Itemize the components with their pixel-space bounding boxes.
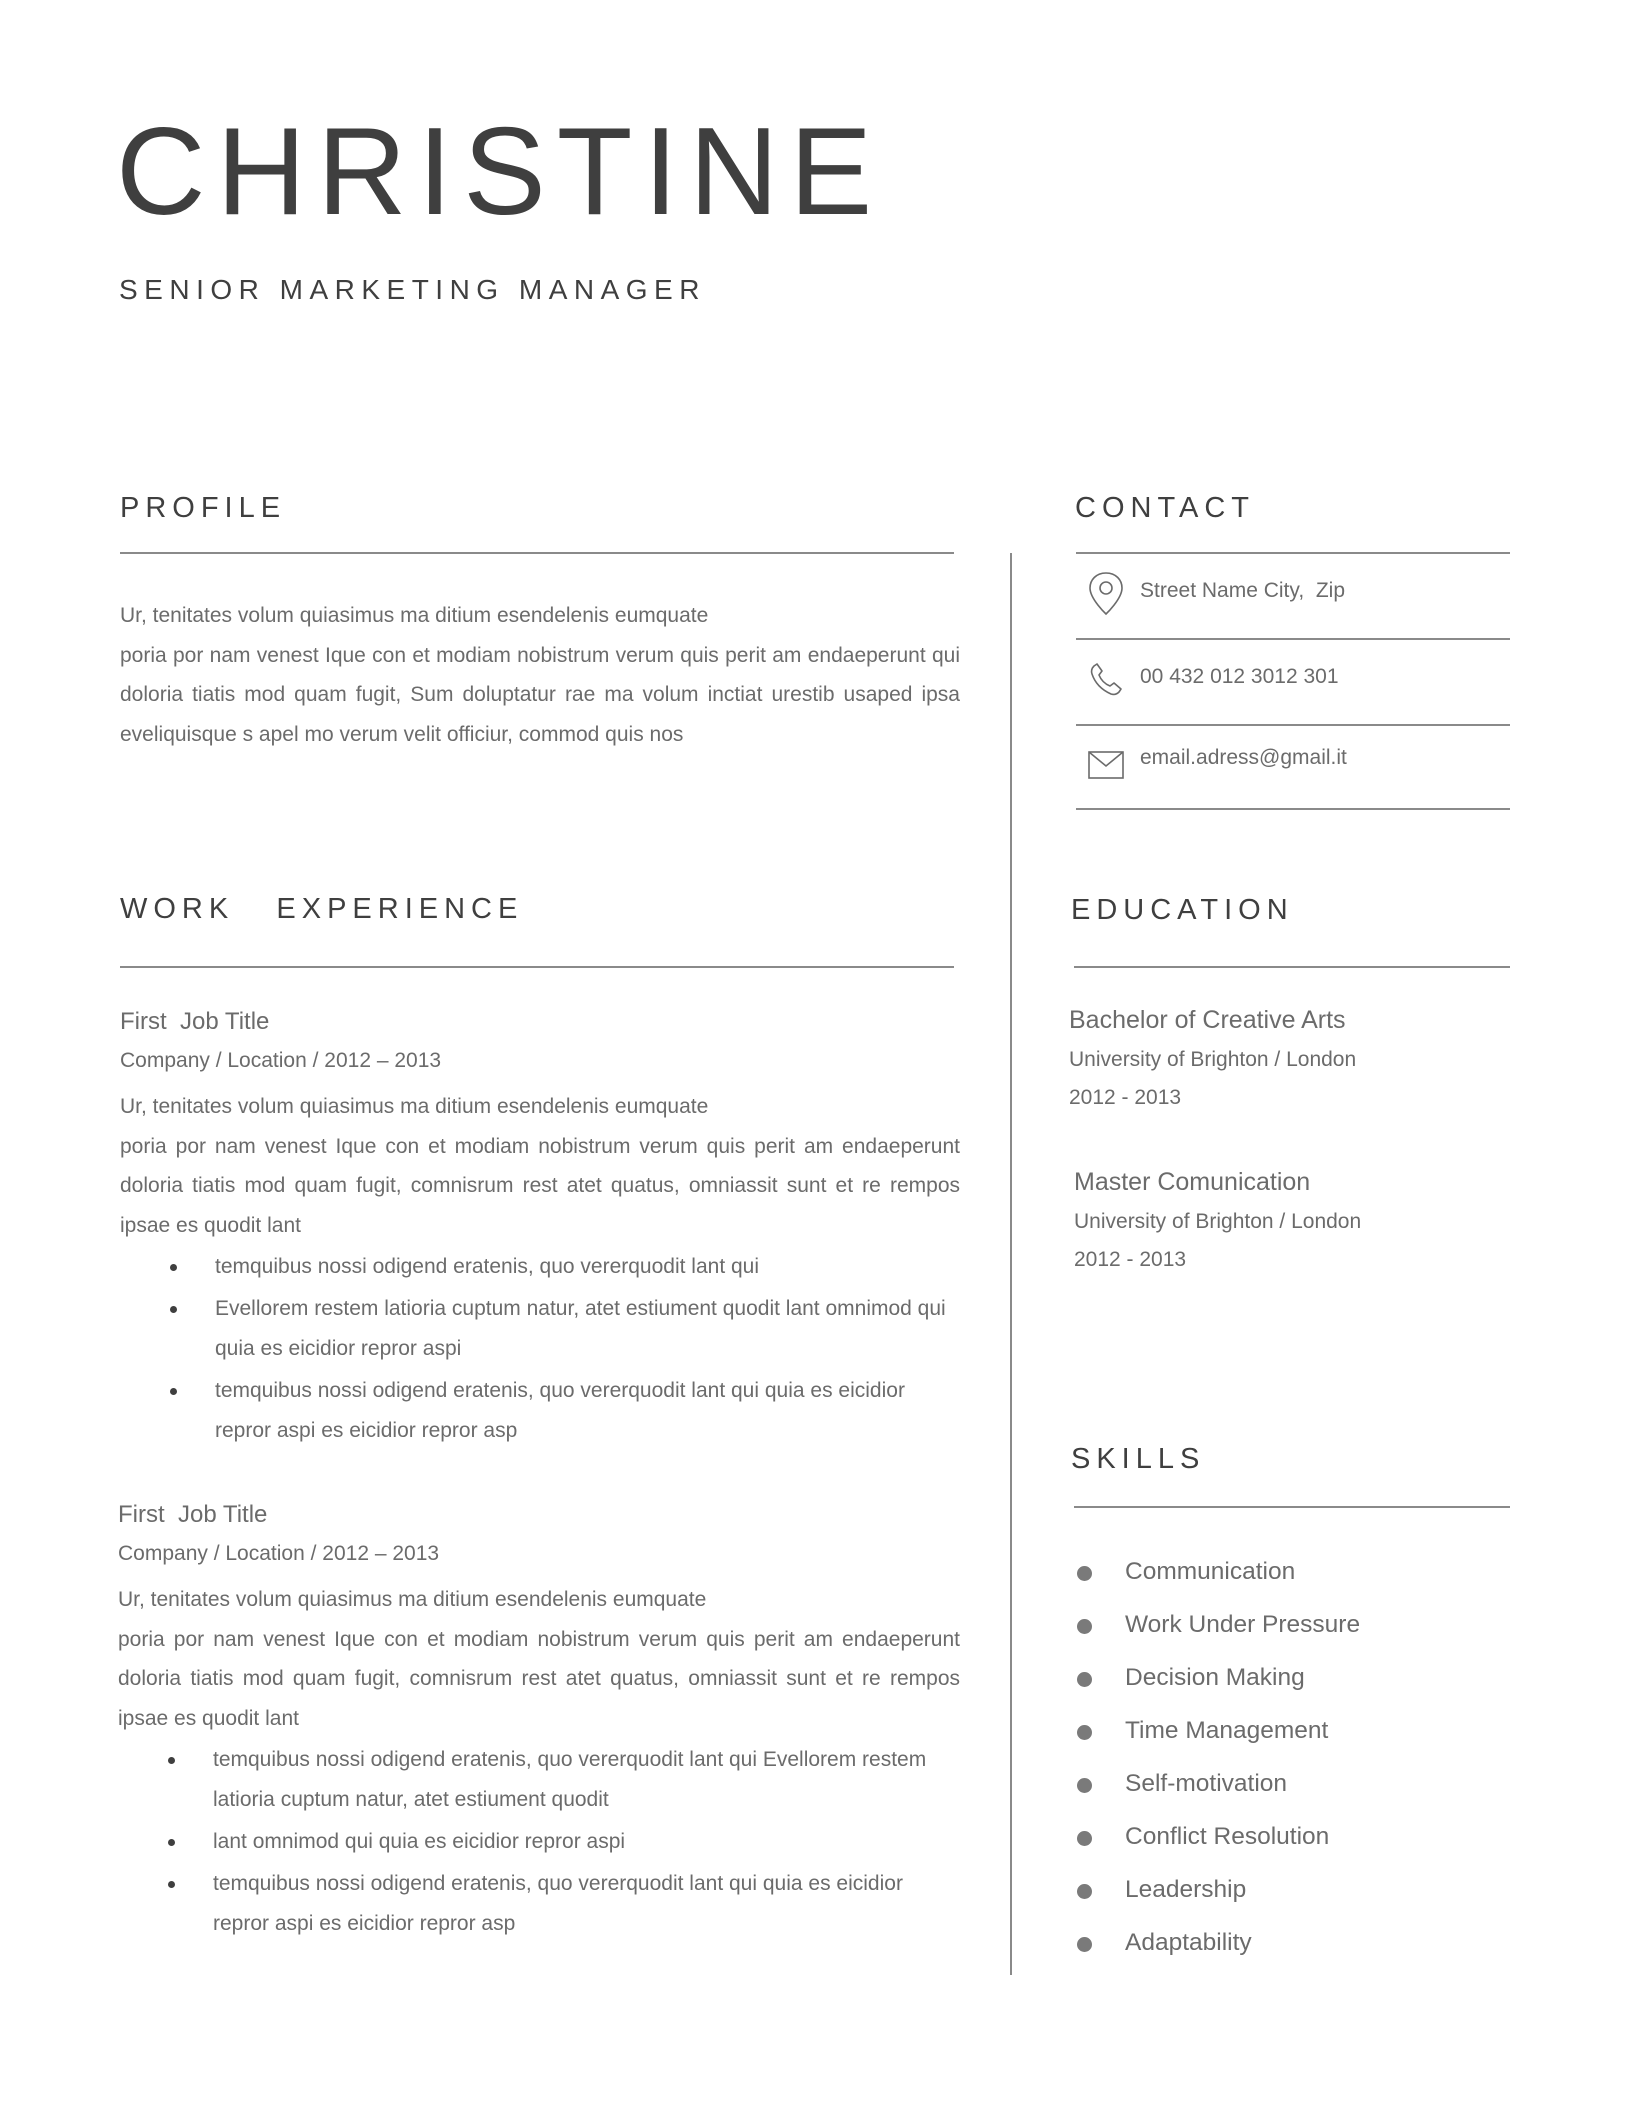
skill-item: Leadership	[1077, 1876, 1360, 1929]
column-divider	[1010, 553, 1012, 1975]
job-description	[120, 1087, 960, 1245]
job-description-first-line: Ur, tenitates volum quiasimus ma ditium esendelenis eumquate	[118, 1588, 707, 1611]
profile-section	[120, 596, 960, 754]
education-entry	[1069, 1006, 1356, 1110]
list-item: temquibus nossi odigend eratenis, quo vererquodit lant qui	[215, 1247, 955, 1287]
candidate-name: CHRISTINE	[116, 103, 884, 241]
profile-first-line: Ur, tenitates volum quiasimus ma ditium esendelenis eumquate	[120, 604, 709, 627]
degree-title: Master Comunication	[1074, 1168, 1311, 1196]
job-title: First Job Title	[120, 1008, 270, 1035]
phone-icon	[1086, 656, 1126, 704]
skill-item: Communication	[1077, 1558, 1360, 1611]
job-bullets	[213, 1740, 953, 1944]
job-description	[118, 1580, 960, 1738]
job-meta: Company / Location / 2012 – 2013	[118, 1542, 440, 1565]
contact-divider	[1076, 808, 1510, 810]
job-entry	[120, 1008, 960, 1453]
contact-address	[1076, 554, 1510, 640]
job-role: SENIOR MARKETING MANAGER	[119, 274, 706, 305]
skill-item: Work Under Pressure	[1077, 1611, 1360, 1664]
education-rule	[1074, 966, 1510, 968]
profile-rule	[120, 552, 954, 554]
contact-heading: CONTACT	[1075, 492, 1256, 524]
education-entry	[1074, 1168, 1361, 1272]
profile-text	[120, 596, 960, 754]
work-experience-rule	[120, 966, 954, 968]
skill-item: Decision Making	[1077, 1664, 1360, 1717]
education-heading: EDUCATION	[1071, 894, 1294, 926]
profile-body: poria por nam venest Ique con et modiam nobistrum verum quis perit am endaeperunt qui doloria tiatis mod quam fugit, Sum doluptatur rae ma volum inctiat urestib usaped ipsa eveliquisque s apel mo verum velit officiur, commod quis nos	[120, 643, 960, 746]
skill-item: Time Management	[1077, 1717, 1360, 1770]
contact-phone	[1076, 640, 1510, 726]
job-description-body: poria por nam venest Ique con et modiam nobistrum verum quis perit am endaeperunt doloria tiatis mod quam fugit, comnisrum rest atet quatus, omniassit sunt et re rempos ipsae es quodit lant	[118, 1627, 960, 1730]
skill-item: Self-motivation	[1077, 1770, 1360, 1823]
envelope-icon	[1086, 742, 1126, 790]
job-entry	[118, 1501, 960, 1946]
contact-email	[1076, 726, 1510, 812]
phone-text: 00 432 012 3012 301	[1140, 665, 1339, 688]
job-description-body: poria por nam venest Ique con et modiam nobistrum verum quis perit am endaeperunt doloria tiatis mod quam fugit, comnisrum rest atet quatus, omniassit sunt et re rempos ipsae es quodit lant	[120, 1134, 960, 1237]
education-years: 2012 - 2013	[1069, 1086, 1182, 1109]
location-pin-icon	[1086, 570, 1126, 618]
school-name: University of Brighton / London	[1069, 1048, 1357, 1071]
address-text: Street Name City, Zip	[1140, 579, 1345, 602]
profile-heading: PROFILE	[120, 492, 287, 524]
education-years: 2012 - 2013	[1074, 1248, 1187, 1271]
list-item: Evellorem restem latioria cuptum natur, atet estiument quodit lant omnimod qui quia es eicidior repror aspi	[215, 1289, 955, 1369]
skill-item: Adaptability	[1077, 1929, 1360, 1982]
skills-heading: SKILLS	[1071, 1443, 1206, 1475]
school-name: University of Brighton / London	[1074, 1210, 1362, 1233]
list-item: temquibus nossi odigend eratenis, quo vererquodit lant qui quia es eicidior repror aspi es eicidior repror asp	[215, 1371, 955, 1451]
job-bullets	[215, 1247, 955, 1451]
skill-item: Conflict Resolution	[1077, 1823, 1360, 1876]
email-text: email.adress@gmail.it	[1140, 746, 1347, 769]
list-item: temquibus nossi odigend eratenis, quo vererquodit lant qui quia es eicidior repror aspi es eicidior repror asp	[213, 1864, 953, 1944]
degree-title: Bachelor of Creative Arts	[1069, 1006, 1346, 1034]
list-item: lant omnimod qui quia es eicidior repror aspi	[213, 1822, 953, 1862]
job-meta: Company / Location / 2012 – 2013	[120, 1049, 442, 1072]
skills-rule	[1074, 1506, 1510, 1508]
skills-list	[1077, 1558, 1360, 1982]
list-item: temquibus nossi odigend eratenis, quo vererquodit lant qui Evellorem restem latioria cuptum natur, atet estiument quodit	[213, 1740, 953, 1820]
job-title: First Job Title	[118, 1501, 268, 1528]
job-description-first-line: Ur, tenitates volum quiasimus ma ditium esendelenis eumquate	[120, 1095, 709, 1118]
work-experience-heading: WORK EXPERIENCE	[120, 893, 524, 925]
